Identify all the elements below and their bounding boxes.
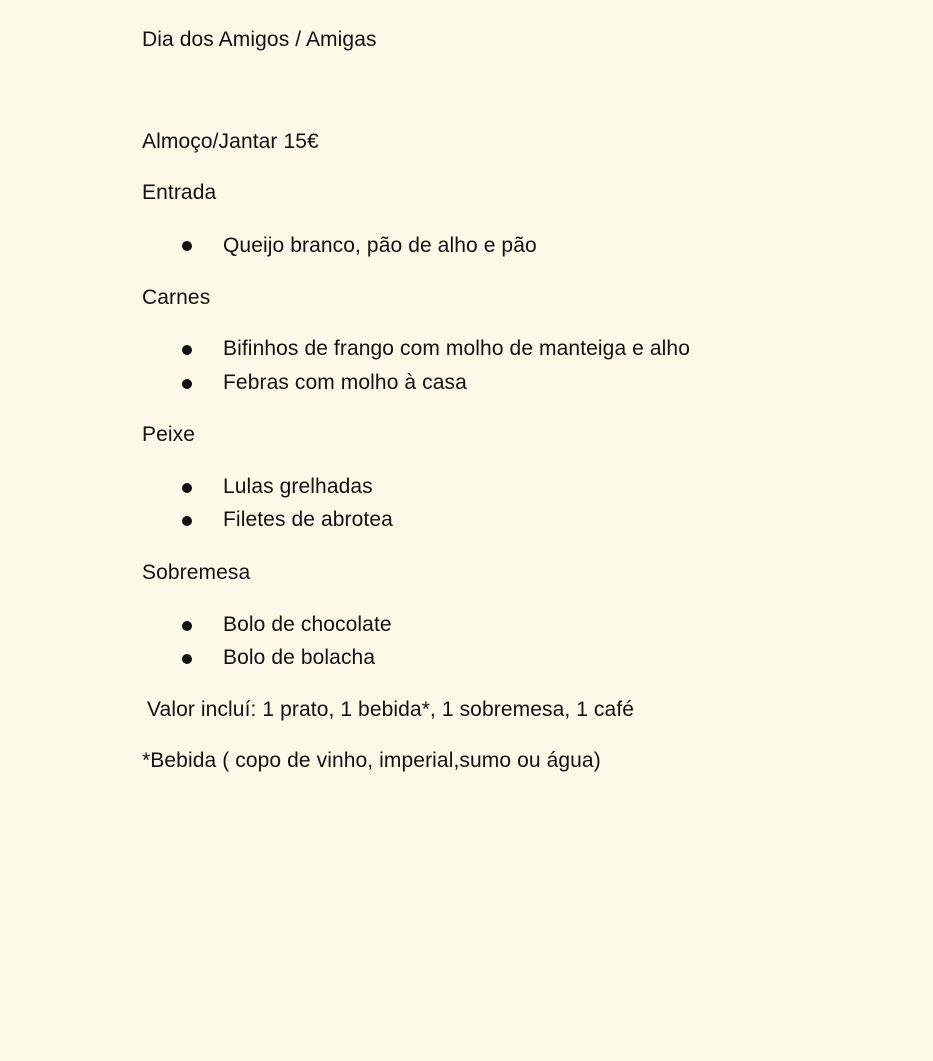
bullet-icon <box>182 241 192 251</box>
list-item: Bolo de bolacha <box>223 646 376 669</box>
list-item: Queijo branco, pão de alho e pão <box>223 234 537 257</box>
document-title: Dia dos Amigos / Amigas <box>142 28 377 51</box>
list-item: Febras com molho à casa <box>223 371 467 394</box>
section-heading-sobremesa: Sobremesa <box>142 561 251 584</box>
drink-footnote: *Bebida ( copo de vinho, imperial,sumo ou água) <box>142 749 601 772</box>
price-includes-note: Valor incluí: 1 prato, 1 bebida*, 1 sobremesa, 1 café <box>147 698 635 721</box>
bullet-icon <box>182 379 192 389</box>
bullet-icon <box>182 621 192 631</box>
list-item: Filetes de abrotea <box>223 508 393 531</box>
section-heading-entrada: Entrada <box>142 181 217 204</box>
meal-price: Almoço/Jantar 15€ <box>142 130 319 153</box>
section-heading-carnes: Carnes <box>142 286 211 309</box>
list-item: Bifinhos de frango com molho de manteiga e alho <box>223 337 690 360</box>
bullet-icon <box>182 483 192 493</box>
bullet-icon <box>182 654 192 664</box>
section-heading-peixe: Peixe <box>142 423 196 446</box>
bullet-icon <box>182 345 192 355</box>
list-item: Lulas grelhadas <box>223 475 373 498</box>
bullet-icon <box>182 516 192 526</box>
list-item: Bolo de chocolate <box>223 613 392 636</box>
